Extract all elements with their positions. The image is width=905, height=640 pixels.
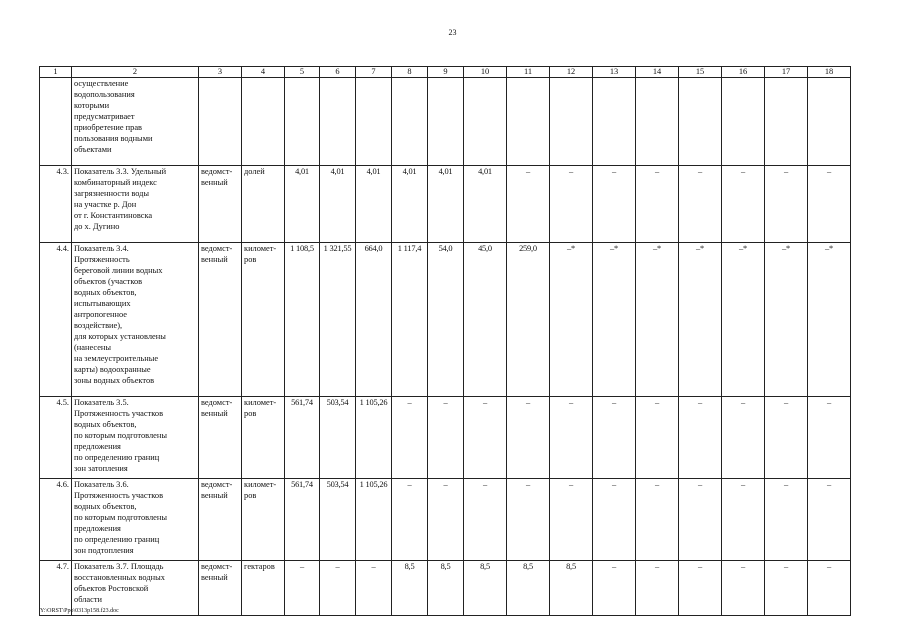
table-row (40, 479, 851, 561)
column-number-cell: 3 (199, 67, 242, 78)
value-cell: 8,5 (428, 561, 464, 616)
column-number-cell: 14 (636, 67, 679, 78)
table-row (40, 166, 851, 243)
indicator-name-cell: Показатель 3.3. Удельный комбинаторный индекс загрязненности воды на участке р. Дон от г. Константиновска до х. Дугино (72, 166, 199, 243)
value-cell: – (808, 397, 851, 479)
value-cell (765, 78, 808, 166)
value-cell: 561,74 (285, 479, 320, 561)
value-cell: – (550, 479, 593, 561)
value-cell: 54,0 (428, 243, 464, 397)
value-cell: – (765, 479, 808, 561)
value-cell (285, 78, 320, 166)
value-cell: 4,01 (285, 166, 320, 243)
row-number-cell: 4.7. (40, 561, 72, 616)
value-cell: – (392, 479, 428, 561)
column-number-cell: 13 (593, 67, 636, 78)
value-cell: – (507, 479, 550, 561)
value-cell: – (765, 561, 808, 616)
value-cell: 664,0 (356, 243, 392, 397)
column-number-cell: 6 (320, 67, 356, 78)
column-number-cell: 1 (40, 67, 72, 78)
page-number: 23 (448, 28, 457, 37)
value-cell: – (679, 479, 722, 561)
value-cell: –* (808, 243, 851, 397)
value-cell: – (593, 479, 636, 561)
value-cell: –* (765, 243, 808, 397)
value-cell: 4,01 (428, 166, 464, 243)
value-cell: – (593, 397, 636, 479)
value-cell: – (808, 479, 851, 561)
column-number-cell: 4 (242, 67, 285, 78)
value-cell: –* (722, 243, 765, 397)
value-cell: – (679, 561, 722, 616)
value-cell: – (593, 166, 636, 243)
value-cell: 259,0 (507, 243, 550, 397)
unit-cell: долей (242, 166, 285, 243)
value-cell: 1 105,26 (356, 397, 392, 479)
value-cell: – (636, 479, 679, 561)
unit-cell: километ- ров (242, 397, 285, 479)
value-cell: 8,5 (392, 561, 428, 616)
value-cell: – (464, 397, 507, 479)
value-cell (464, 78, 507, 166)
value-cell: 4,01 (320, 166, 356, 243)
column-number-cell: 9 (428, 67, 464, 78)
indicator-name-cell: Показатель 3.7. Площадь восстановленных водных объектов Ростовской области (72, 561, 199, 616)
value-cell: – (356, 561, 392, 616)
value-cell: 503,54 (320, 397, 356, 479)
value-cell: 8,5 (507, 561, 550, 616)
source-cell: ведомст- венный (199, 166, 242, 243)
value-cell (808, 78, 851, 166)
value-cell: – (428, 479, 464, 561)
value-cell: 45,0 (464, 243, 507, 397)
value-cell: 8,5 (464, 561, 507, 616)
value-cell (722, 78, 765, 166)
value-cell: – (636, 166, 679, 243)
row-number-cell (40, 78, 72, 166)
row-number-cell: 4.3. (40, 166, 72, 243)
value-cell: – (550, 397, 593, 479)
row-number-cell: 4.6. (40, 479, 72, 561)
indicator-name-cell: Показатель 3.5. Протяженность участков водных объектов, по которым подготовлены предложения по определению границ зон затопления (72, 397, 199, 479)
column-number-cell: 5 (285, 67, 320, 78)
table-row (40, 397, 851, 479)
source-cell: ведомст- венный (199, 397, 242, 479)
column-number-cell: 16 (722, 67, 765, 78)
value-cell: – (507, 397, 550, 479)
column-number-cell: 10 (464, 67, 507, 78)
column-number-cell: 18 (808, 67, 851, 78)
value-cell: – (550, 166, 593, 243)
value-cell: –* (550, 243, 593, 397)
value-cell: – (808, 561, 851, 616)
value-cell (636, 78, 679, 166)
value-cell (392, 78, 428, 166)
file-path-footer: Y:\ORST\Ppo\0313p158.f23.doc (40, 608, 119, 614)
value-cell: 4,01 (356, 166, 392, 243)
value-cell: 561,74 (285, 397, 320, 479)
column-number-cell: 7 (356, 67, 392, 78)
value-cell (356, 78, 392, 166)
column-number-cell: 17 (765, 67, 808, 78)
value-cell: – (765, 166, 808, 243)
value-cell: 1 105,26 (356, 479, 392, 561)
indicator-name-cell: осуществление водопользования которыми предусматривает приобретение прав пользования водными объектами (72, 78, 199, 166)
value-cell (593, 78, 636, 166)
value-cell: – (765, 397, 808, 479)
indicator-name-cell: Показатель 3.4. Протяженность береговой линии водных объектов (участков водных объектов, испытывающих антропогенное воздействие), для которых установлены (нанесены на землеустроительные карты) водоохранные зоны водных объектов (72, 243, 199, 397)
value-cell: 503,54 (320, 479, 356, 561)
value-cell (679, 78, 722, 166)
unit-cell: гектаров (242, 561, 285, 616)
value-cell: – (722, 397, 765, 479)
value-cell: – (428, 397, 464, 479)
table-row (40, 561, 851, 616)
value-cell: – (636, 397, 679, 479)
indicator-name-cell: Показатель 3.6. Протяженность участков водных объектов, по которым подготовлены предложения по определению границ зон подтопления (72, 479, 199, 561)
value-cell: – (722, 561, 765, 616)
value-cell: – (593, 561, 636, 616)
value-cell (320, 78, 356, 166)
value-cell (428, 78, 464, 166)
value-cell: –* (636, 243, 679, 397)
table-row (40, 243, 851, 397)
value-cell (507, 78, 550, 166)
value-cell: – (722, 166, 765, 243)
value-cell: – (679, 166, 722, 243)
source-cell: ведомст- венный (199, 479, 242, 561)
value-cell: –* (593, 243, 636, 397)
indicators-table (39, 66, 851, 616)
value-cell: – (722, 479, 765, 561)
unit-cell (242, 78, 285, 166)
row-number-cell: 4.4. (40, 243, 72, 397)
value-cell: 1 117,4 (392, 243, 428, 397)
value-cell: – (808, 166, 851, 243)
column-number-cell: 12 (550, 67, 593, 78)
value-cell: – (507, 166, 550, 243)
value-cell: 4,01 (464, 166, 507, 243)
value-cell (550, 78, 593, 166)
column-number-cell: 8 (392, 67, 428, 78)
source-cell (199, 78, 242, 166)
column-number-header (40, 67, 851, 78)
value-cell: – (464, 479, 507, 561)
unit-cell: километ- ров (242, 479, 285, 561)
value-cell: – (392, 397, 428, 479)
value-cell: 8,5 (550, 561, 593, 616)
value-cell: 4,01 (392, 166, 428, 243)
source-cell: ведомст- венный (199, 243, 242, 397)
value-cell: – (636, 561, 679, 616)
value-cell: – (679, 397, 722, 479)
source-cell: ведомст- венный (199, 561, 242, 616)
value-cell: –* (679, 243, 722, 397)
value-cell: – (320, 561, 356, 616)
column-number-cell: 11 (507, 67, 550, 78)
value-cell: 1 108,5 (285, 243, 320, 397)
unit-cell: километ- ров (242, 243, 285, 397)
table-row (40, 78, 851, 166)
value-cell: – (285, 561, 320, 616)
column-number-cell: 15 (679, 67, 722, 78)
value-cell: 1 321,55 (320, 243, 356, 397)
row-number-cell: 4.5. (40, 397, 72, 479)
column-number-cell: 2 (72, 67, 199, 78)
